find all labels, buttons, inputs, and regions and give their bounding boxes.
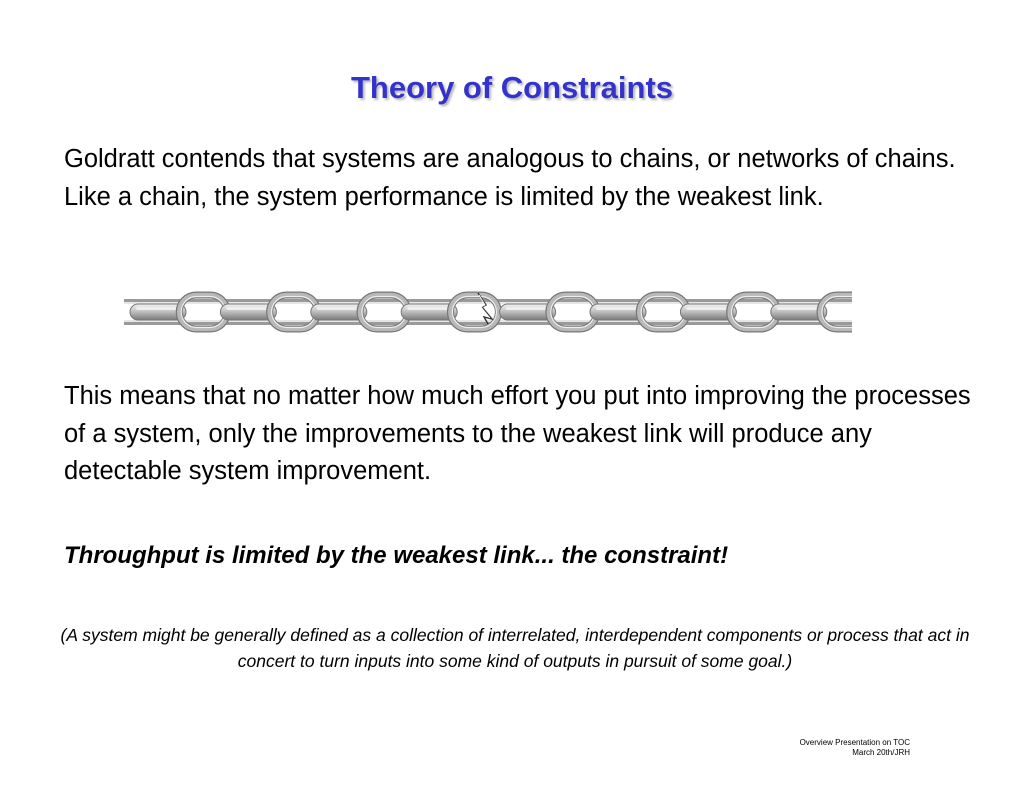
slide-title: Theory of Constraints [350,70,674,105]
intro-paragraph: Goldratt contends that systems are analogous to chains, or networks of chains. Like a chain, the system performance is limited by the weakest link. [64,145,956,211]
footer-line-1: Overview Presentation on TOC [799,738,910,747]
key-statement: Throughput is limited by the weakest link... the constraint! [64,542,729,569]
explanation-paragraph: This means that no matter how much effort you put into improving the processes of a system, only the improvements to the weakest link will produce any detectable system improvement. [64,382,971,485]
slide-footer [690,738,910,758]
chain-broken-link-icon [124,288,852,336]
definition-note: (A system might be generally defined as a collection of interrelated, interdependent components or process that act in concert to turn inputs into some kind of outputs in pursuit of some goal.) [60,625,970,671]
footer-line-2: March 20th/JRH [852,748,910,757]
